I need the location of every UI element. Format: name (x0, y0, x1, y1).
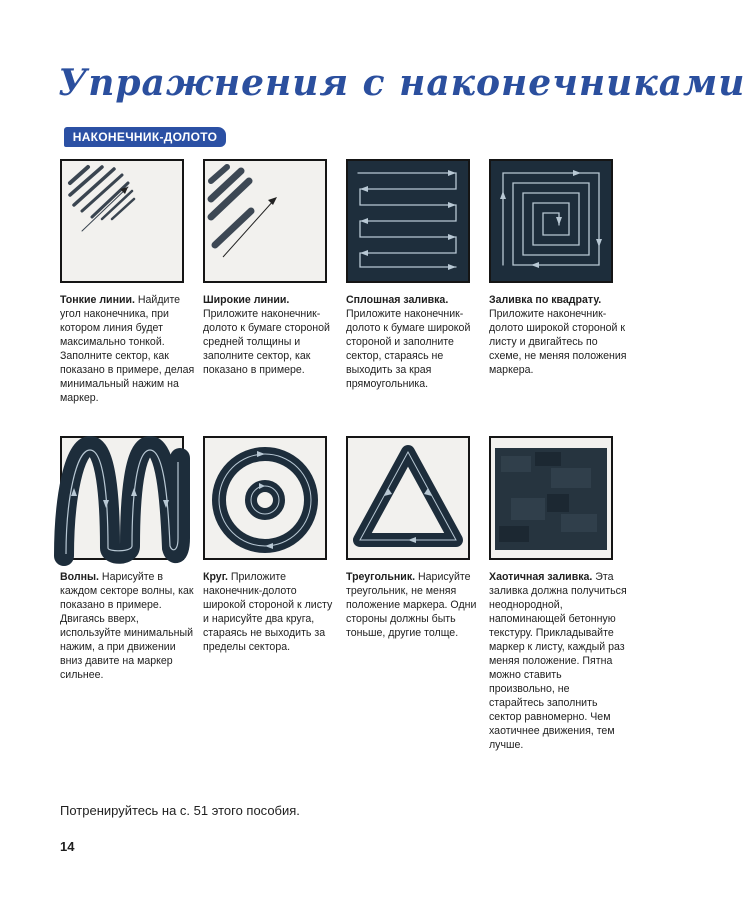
exercise-square-fill (489, 159, 627, 377)
wide-lines-icon (205, 161, 325, 281)
triangle-icon (348, 438, 468, 558)
exercise-description: Приложите наконечник-долото к бумаге стороной средней толщины и заполните сектор, как показано в примере. (203, 308, 330, 376)
exercise-circles (203, 436, 341, 654)
exercise-description: Приложите наконечник-долото широкой стороной к листу и нарисуйте два круга, стараясь не выходить за пределы сектора. (203, 571, 333, 653)
exercise-title: Заливка по квадрату. (489, 294, 602, 306)
section-badge: НАКОНЕЧНИК-ДОЛОТО (64, 127, 226, 147)
exercise-thin-lines (60, 159, 198, 405)
chaotic-fill-illustration (489, 436, 613, 560)
exercise-title: Сплошная заливка. (346, 294, 449, 306)
footer-note: Потренируйтесь на с. 51 этого пособия. (60, 803, 300, 818)
exercise-triangle (346, 436, 484, 640)
square-fill-illustration (489, 159, 613, 283)
chaotic-fill-icon (491, 438, 611, 558)
page-number: 14 (60, 839, 75, 854)
thin-lines-illustration (60, 159, 184, 283)
exercise-wide-lines (203, 159, 341, 377)
exercise-description: Эта заливка должна получиться неоднородной, напоминающей бетонную текстуру. Прикладывайте маркер к листу, каждый раз меняя положение. Пятна можно ставить произвольно, не старайтесь заполнить сектор равномерно. Чем хаотичнее движения, тем лучше. (489, 571, 627, 751)
exercise-description: Приложите наконечник-долото к бумаге широкой стороной и заполните сектор, стараясь не выходить за края прямоугольника. (346, 308, 471, 390)
circles-illustration (203, 436, 327, 560)
page-title: Упражнения с наконечниками (58, 62, 745, 104)
waves-icon (62, 438, 182, 558)
waves-illustration (60, 436, 184, 560)
thin-lines-icon (62, 161, 182, 281)
exercise-title: Тонкие линии. (60, 294, 135, 306)
exercise-description: Приложите наконечник-долото широкой стороной к листу и двигайтесь по схеме, не меняя положения маркера. (489, 308, 627, 376)
exercise-description: Найдите угол наконечника, при котором линия будет максимально тонкой. Заполните сектор, как показано в примере, делая минимальный нажим на маркер. (60, 294, 195, 404)
exercise-solid-fill (346, 159, 484, 391)
exercise-description: Нарисуйте в каждом секторе волны, как показано в примере. Двигаясь вверх, используйте минимальный нажим, а при движении вниз давите на маркер сильнее. (60, 571, 194, 681)
triangle-illustration (346, 436, 470, 560)
exercise-title: Круг. (203, 571, 228, 583)
exercise-title: Волны. (60, 571, 99, 583)
exercise-title: Хаотичная заливка. (489, 571, 593, 583)
solid-fill-illustration (346, 159, 470, 283)
circles-icon (205, 438, 325, 558)
solid-fill-icon (348, 161, 468, 281)
exercise-title: Широкие линии. (203, 294, 290, 306)
exercise-waves (60, 436, 198, 682)
exercise-title: Треугольник. (346, 571, 416, 583)
wide-lines-illustration (203, 159, 327, 283)
exercise-chaotic-fill (489, 436, 627, 752)
exercise-description: Нарисуйте треугольник, не меняя положение маркера. Одни стороны должны быть тоньше, другие толще. (346, 571, 477, 639)
square-fill-icon (491, 161, 611, 281)
